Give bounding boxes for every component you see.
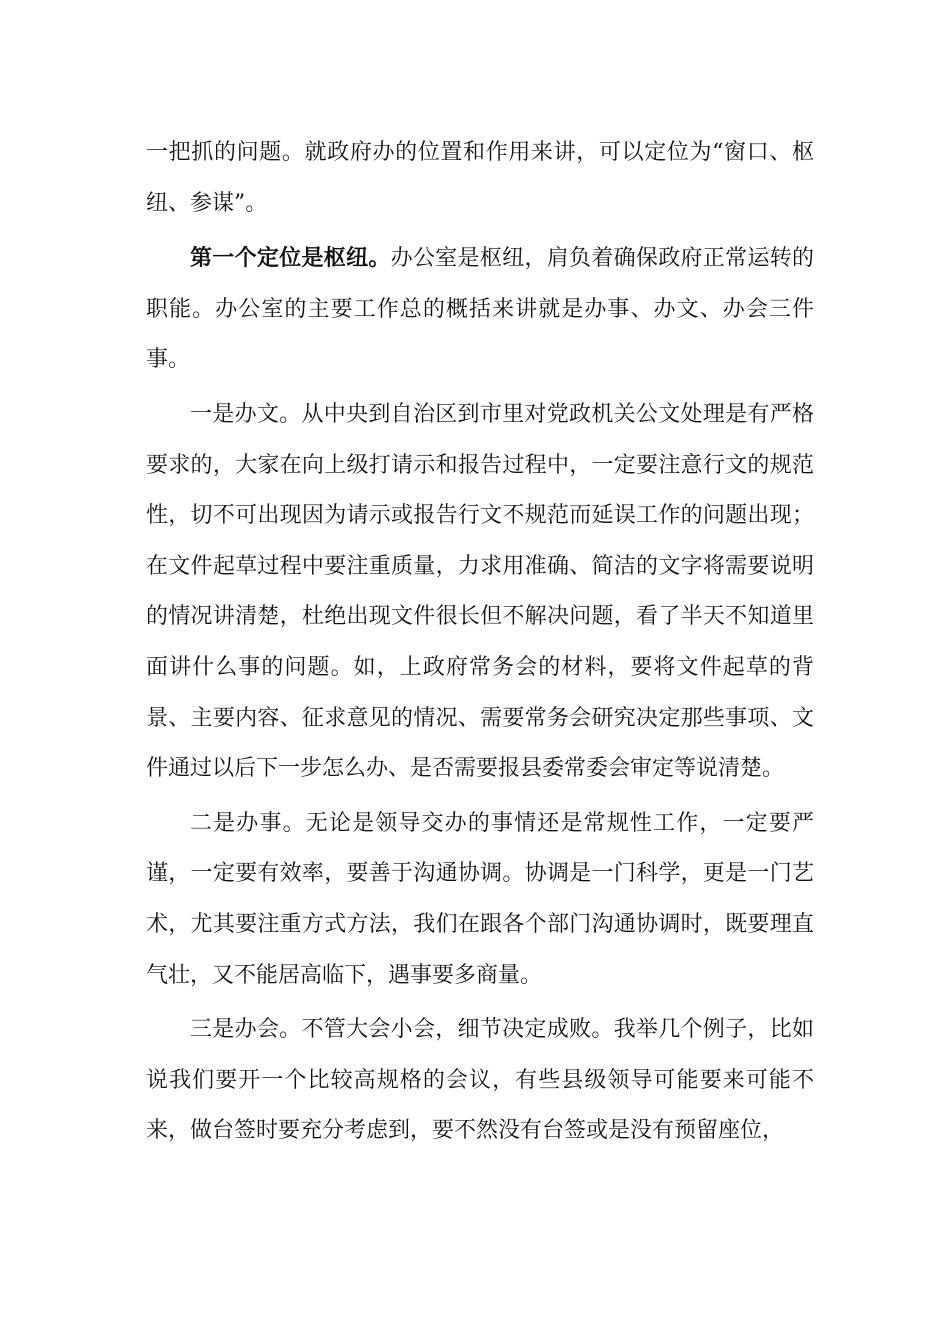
paragraph-2	[146, 233, 814, 386]
document-body	[146, 128, 814, 1157]
paragraph-2-text: 办公室是枢纽，肩负着确保政府正常运转的职能。办公室的主要工作总的概括来讲就是办事、办文、办会三件事。	[146, 246, 814, 373]
paragraph-2-heading: 第一个定位是枢纽。	[190, 245, 391, 272]
paragraph-5	[146, 1005, 814, 1157]
paragraph-3	[146, 390, 814, 795]
paragraph-1-text: 一把抓的问题。就政府办的位置和作用来讲，可以定位为“窗口、枢纽、参谋”。	[146, 140, 814, 216]
paragraph-1	[146, 128, 814, 229]
paragraph-4-text: 二是办事。无论是领导交办的事情还是常规性工作，一定要严谨，一定要有效率，要善于沟通协调。协调是一门科学，更是一门艺术，尤其要注重方式方法，我们在跟各个部门沟通协调时，既要理直气壮，又不能居高临下，遇事要多商量。	[146, 810, 814, 988]
paragraph-3-text: 一是办文。从中央到自治区到市里对党政机关公文处理是有严格要求的，大家在向上级打请示和报告过程中，一定要注意行文的规范性，切不可出现因为请示或报告行文不规范而延误工作的问题出现；在文件起草过程中要注重质量，力求用准确、简洁的文字将需要说明的情况讲清楚，杜绝出现文件很长但不解决问题，看了半天不知道里面讲什么事的问题。如，上政府常务会的材料，要将文件起草的背景、主要内容、征求意见的情况、需要常务会研究决定那些事项、文件通过以后下一步怎么办、是否需要报县委常委会审定等说清楚。	[146, 401, 814, 782]
paragraph-4	[146, 799, 814, 1001]
paragraph-5-text: 三是办会。不管大会小会，细节决定成败。我举几个例子，比如说我们要开一个比较高规格的会议，有些县级领导可能要来可能不来，做台签时要充分考虑到，要不然没有台签或是没有预留座位，	[146, 1017, 814, 1144]
